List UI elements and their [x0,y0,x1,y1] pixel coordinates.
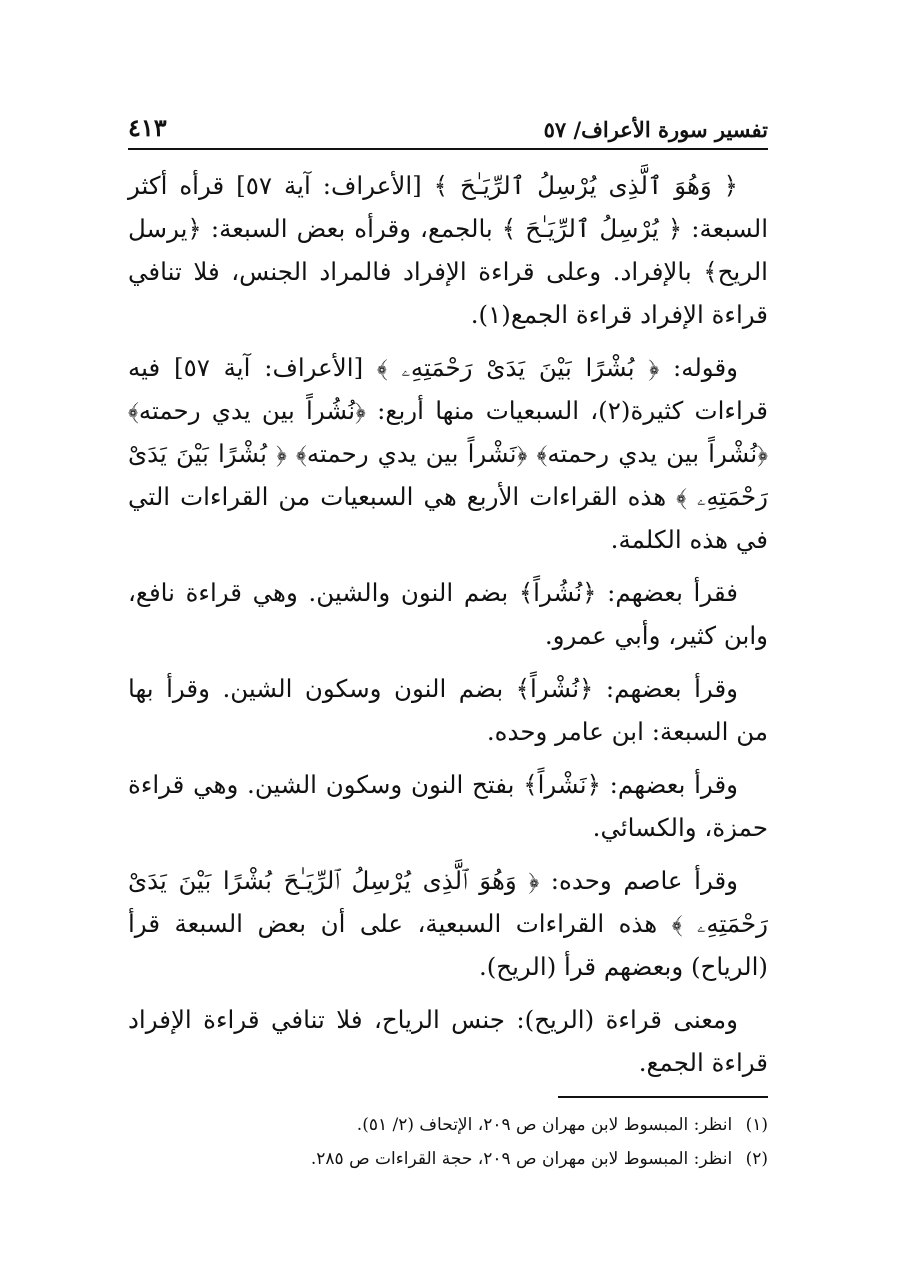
footnote-text: انظر: المبسوط لابن مهران ص ٢٠٩، الإتحاف (٢/ ٥١). [356,1115,733,1135]
footnote [128,1142,768,1176]
page-header [128,96,768,150]
paragraph: فقرأ بعضهم: ﴿نُشُراً﴾ بضم النون والشين. وهي قراءة نافع، وابن كثير، وأبي عمرو. [128,578,768,650]
footnote-mark: (٢) [745,1149,768,1169]
paragraph: وقرأ بعضهم: ﴿نَشْراً﴾ بفتح النون وسكون الشين. وهي قراءة حمزة، والكسائي. [128,770,768,842]
book-page [128,96,768,1176]
paragraph: ومعنى قراءة (الريح): جنس الرياح، فلا تنافي قراءة الإفراد قراءة الجمع. [128,1005,768,1077]
paragraph: وقرأ بعضهم: ﴿نُشْراً﴾ بضم النون وسكون الشين. وقرأ بها من السبعة: ابن عامر وحده. [128,674,768,746]
body-text [128,164,768,1084]
footnote-text: انظر: المبسوط لابن مهران ص ٢٠٩، حجة القراءات ص ٢٨٥. [310,1149,733,1169]
footnotes [128,1096,768,1176]
footnote-mark: (١) [745,1115,768,1135]
page-number: ٤١٣ [128,113,167,142]
paragraph: ﴿ وَهُوَ ٱلَّذِى يُرْسِلُ ٱلرِّيَـٰحَ ﴾ [الأعراف: آية ٥٧] قرأه أكثر السبعة: ﴿ يُرْسِلُ ٱلرِّيَـٰحَ ﴾ بالجمع، وقرأه بعض السبعة: ﴿يرسل الريح﴾ بالإفراد. وعلى قراءة الإفراد فالمراد الجنس، فلا تنافي قراءة الإفراد قراءة الجمع(١). [128,171,768,329]
paragraph: وقرأ عاصم وحده: ﴿ وَهُوَ ٱلَّذِى يُرْسِلُ ٱلرِّيَـٰحَ بُشْرًا بَيْنَ يَدَىْ رَحْمَتِهِۦ ﴾ هذه القراءات السبعية، على أن بعض السبعة قرأ (الرياح) وبعضهم قرأ (الريح). [128,866,768,981]
footnote-divider [558,1096,768,1098]
paragraph: وقوله: ﴿ بُشْرًا بَيْنَ يَدَىْ رَحْمَتِهِۦ ﴾ [الأعراف: آية ٥٧] فيه قراءات كثيرة(٢)، السبعيات منها أربع: ﴿نُشُراً بين يدي رحمته﴾ ﴿نُشْراً بين يدي رحمته﴾ ﴿نَشْراً بين يدي رحمته﴾ ﴿ بُشْرًا بَيْنَ يَدَىْ رَحْمَتِهِۦ ﴾ هذه القراءات الأربع هي السبعيات من القراءات التي في هذه الكلمة. [128,353,768,554]
footnote [128,1108,768,1142]
running-title: تفسير سورة الأعراف/ ٥٧ [543,117,768,142]
